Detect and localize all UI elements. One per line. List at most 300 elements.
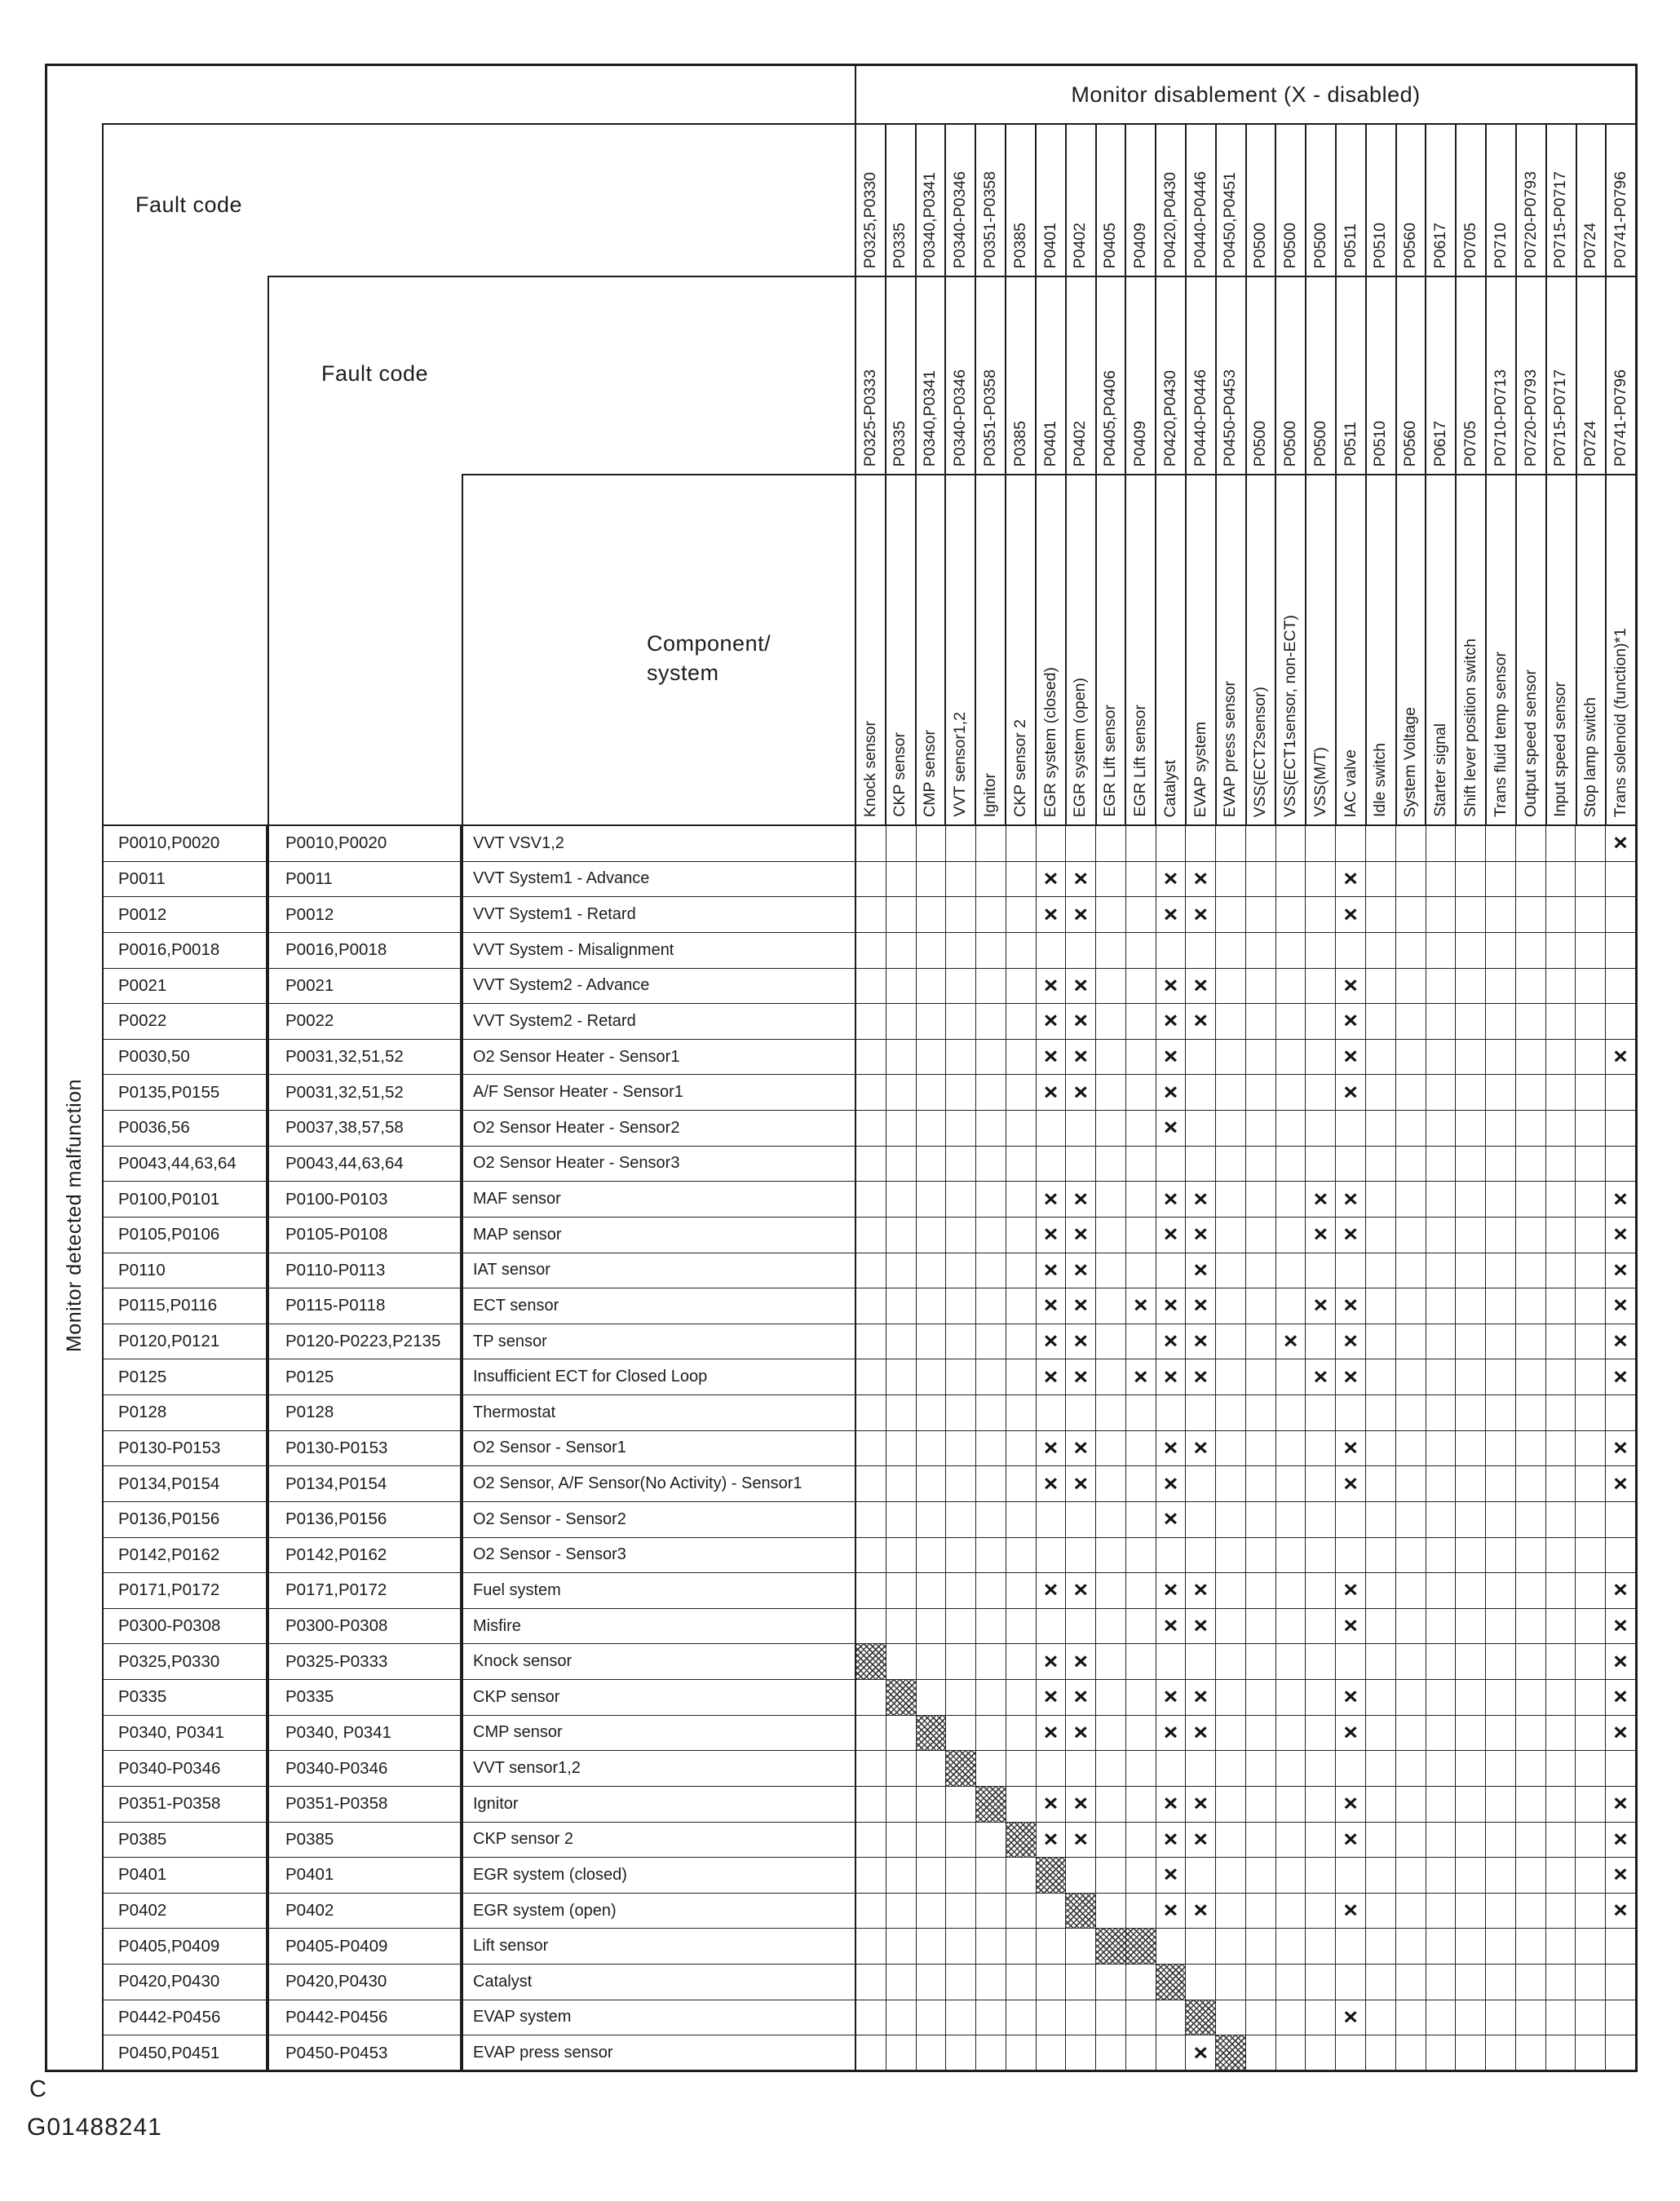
monitor-marks bbox=[856, 1965, 1635, 2000]
disabled-x-mark: × bbox=[1613, 1898, 1628, 1923]
mark-cell bbox=[1486, 1147, 1516, 1182]
mark-cell bbox=[1366, 1359, 1396, 1394]
mark-cell bbox=[1336, 1466, 1366, 1501]
mark-cell bbox=[1216, 1894, 1246, 1929]
monitor-marks bbox=[856, 1111, 1635, 1146]
mark-cell bbox=[1126, 1147, 1156, 1182]
mark-cell bbox=[1126, 1538, 1156, 1573]
mark-cell bbox=[1096, 1075, 1126, 1110]
component-cell: O2 Sensor Heater - Sensor2 bbox=[462, 1111, 856, 1146]
column-fault-code-row1 bbox=[1367, 125, 1397, 276]
fault-code-1-cell: P0115,P0116 bbox=[104, 1288, 267, 1324]
fault-code-2-cell: P0010,P0020 bbox=[267, 826, 462, 861]
mark-cell bbox=[1396, 2035, 1426, 2071]
mark-cell bbox=[1126, 1466, 1156, 1501]
mark-cell bbox=[1456, 1609, 1486, 1644]
mark-cell bbox=[1306, 1324, 1336, 1359]
fault-code-2-cell: P0031,32,51,52 bbox=[267, 1040, 462, 1075]
mark-cell bbox=[1366, 933, 1396, 968]
mark-cell bbox=[1516, 1573, 1546, 1608]
mark-cell bbox=[1246, 1182, 1276, 1217]
column-fault-code-row1 bbox=[1276, 125, 1306, 276]
mark-cell bbox=[1246, 1787, 1276, 1822]
mark-cell bbox=[1186, 1359, 1216, 1394]
monitor-marks bbox=[856, 1075, 1635, 1110]
mark-cell bbox=[1396, 1075, 1426, 1110]
mark-cell bbox=[1276, 826, 1306, 861]
mark-cell bbox=[1576, 1431, 1606, 1466]
mark-cell bbox=[1186, 1111, 1216, 1146]
mark-cell bbox=[1096, 1573, 1126, 1608]
mark-cell bbox=[886, 1894, 917, 1929]
mark-cell bbox=[1246, 1147, 1276, 1182]
mark-cell bbox=[1486, 1466, 1516, 1501]
column-fault-code-row1 bbox=[946, 125, 976, 276]
mark-cell bbox=[1096, 1965, 1126, 2000]
disabled-x-mark: × bbox=[1073, 973, 1088, 998]
grid-line bbox=[102, 824, 1635, 826]
mark-cell bbox=[1276, 1573, 1306, 1608]
mark-cell bbox=[1276, 1823, 1306, 1858]
mark-cell bbox=[1426, 1395, 1457, 1430]
mark-cell bbox=[1066, 1004, 1096, 1039]
mark-cell bbox=[946, 1894, 976, 1929]
mark-cell bbox=[1006, 2000, 1037, 2035]
mark-cell bbox=[1096, 1751, 1126, 1786]
mark-cell bbox=[1606, 969, 1635, 1004]
mark-cell bbox=[1576, 1253, 1606, 1288]
mark-cell bbox=[1306, 1573, 1336, 1608]
fault-code-2-cell: P0340, P0341 bbox=[267, 1716, 462, 1751]
column-fault-code-row2-text: P0724 bbox=[1581, 420, 1600, 466]
column-fault-code-row2-text: P0617 bbox=[1431, 420, 1450, 466]
mark-cell bbox=[1186, 1965, 1216, 2000]
mark-cell bbox=[1516, 1894, 1546, 1929]
mark-cell bbox=[1096, 2035, 1126, 2071]
disabled-x-mark: × bbox=[1073, 1080, 1088, 1105]
mark-cell bbox=[1606, 1395, 1635, 1430]
component-cell: EVAP press sensor bbox=[462, 2035, 856, 2071]
fault-code-1-cell: P0134,P0154 bbox=[104, 1466, 267, 1501]
disabled-x-mark: × bbox=[1343, 2004, 1358, 2030]
mark-cell bbox=[1456, 1075, 1486, 1110]
mark-cell bbox=[1096, 1680, 1126, 1715]
column-component-name bbox=[1247, 475, 1277, 824]
fault-code-1-cell: P0340-P0346 bbox=[104, 1751, 267, 1786]
column-fault-code-row1-text: P0401 bbox=[1041, 222, 1059, 268]
mark-cell bbox=[1486, 1288, 1516, 1324]
fault-code-2-cell: P0351-P0358 bbox=[267, 1787, 462, 1822]
mark-cell bbox=[976, 1502, 1006, 1537]
mark-cell bbox=[1606, 2035, 1635, 2071]
mark-cell bbox=[1246, 1111, 1276, 1146]
disabled-x-mark: × bbox=[1343, 1577, 1358, 1603]
monitor-marks bbox=[856, 1502, 1635, 1537]
mark-cell bbox=[1216, 1680, 1246, 1715]
mark-cell bbox=[1396, 1431, 1426, 1466]
column-fault-code-row1-text: P0705 bbox=[1461, 222, 1479, 268]
column-fault-code-row1-text: P0617 bbox=[1431, 222, 1450, 268]
mark-cell bbox=[1576, 1075, 1606, 1110]
mark-cell bbox=[976, 1288, 1006, 1324]
mark-cell bbox=[1426, 1466, 1457, 1501]
fault-code-1-cell: P0110 bbox=[104, 1253, 267, 1288]
mark-cell bbox=[1037, 862, 1067, 897]
mark-cell bbox=[1486, 1040, 1516, 1075]
mark-cell bbox=[1156, 1858, 1187, 1893]
mark-cell bbox=[1216, 1716, 1246, 1751]
mark-cell bbox=[1486, 1111, 1516, 1146]
disabled-x-mark: × bbox=[1073, 1328, 1088, 1354]
mark-cell bbox=[1366, 1787, 1396, 1822]
mark-cell bbox=[1516, 1716, 1546, 1751]
grid-line bbox=[462, 474, 463, 2070]
mark-cell bbox=[976, 1751, 1006, 1786]
mark-cell bbox=[1606, 1787, 1635, 1822]
component-cell: EVAP system bbox=[462, 2000, 856, 2035]
mark-cell bbox=[1126, 1040, 1156, 1075]
mark-cell bbox=[1576, 1751, 1606, 1786]
component-cell: VVT System - Misalignment bbox=[462, 933, 856, 968]
mark-cell bbox=[1396, 1359, 1426, 1394]
monitor-disablement-header: Monitor disablement (X - disabled) bbox=[1071, 82, 1421, 107]
mark-cell bbox=[1336, 1111, 1366, 1146]
disabled-x-mark: × bbox=[1043, 1080, 1059, 1105]
mark-cell bbox=[1276, 1965, 1306, 2000]
monitor-marks bbox=[856, 1751, 1635, 1786]
column-component-name bbox=[1577, 475, 1607, 824]
mark-cell bbox=[946, 1324, 976, 1359]
disabled-x-mark: × bbox=[1193, 866, 1209, 891]
mark-cell bbox=[1006, 933, 1037, 968]
table-row bbox=[104, 1182, 1635, 1218]
mark-cell bbox=[1516, 1538, 1546, 1573]
mark-cell bbox=[1037, 2035, 1067, 2071]
mark-cell bbox=[1396, 1680, 1426, 1715]
mark-cell bbox=[946, 1040, 976, 1075]
component-cell: VVT sensor1,2 bbox=[462, 1751, 856, 1786]
column-component-name-text: CMP sensor bbox=[921, 730, 939, 817]
disabled-x-mark: × bbox=[1613, 1684, 1628, 1710]
mark-cell bbox=[1246, 2000, 1276, 2035]
mark-cell bbox=[1276, 1644, 1306, 1679]
mark-cell bbox=[1156, 897, 1187, 932]
mark-cell bbox=[1396, 826, 1426, 861]
mark-cell bbox=[1576, 933, 1606, 968]
mark-cell bbox=[1396, 1324, 1426, 1359]
mark-cell bbox=[1276, 1538, 1306, 1573]
mark-cell bbox=[1576, 1324, 1606, 1359]
disabled-x-mark: × bbox=[1343, 1328, 1358, 1354]
mark-cell bbox=[886, 1395, 917, 1430]
mark-cell bbox=[1306, 1787, 1336, 1822]
mark-cell bbox=[1576, 1004, 1606, 1039]
mark-cell bbox=[1156, 1644, 1187, 1679]
mark-cell bbox=[1186, 1182, 1216, 1217]
mark-cell bbox=[1516, 1147, 1546, 1182]
mark-cell bbox=[1246, 1751, 1276, 1786]
mark-cell bbox=[1006, 1894, 1037, 1929]
table-row bbox=[104, 1147, 1635, 1182]
mark-cell bbox=[1486, 933, 1516, 968]
disabled-x-mark: × bbox=[1193, 1435, 1209, 1461]
mark-cell bbox=[1096, 1787, 1126, 1822]
mark-cell bbox=[1276, 1395, 1306, 1430]
fault-code-1-cell: P0325,P0330 bbox=[104, 1644, 267, 1679]
mark-cell bbox=[1186, 1716, 1216, 1751]
mark-cell bbox=[1426, 1253, 1457, 1288]
disabled-x-mark: × bbox=[1193, 1222, 1209, 1247]
column-fault-code-row1 bbox=[976, 125, 1006, 276]
column-component-name bbox=[1426, 475, 1457, 824]
mark-cell bbox=[856, 1040, 886, 1075]
mark-cell bbox=[1426, 1716, 1457, 1751]
mark-cell bbox=[1066, 1182, 1096, 1217]
mark-cell bbox=[1037, 1431, 1067, 1466]
mark-cell bbox=[1216, 1787, 1246, 1822]
column-fault-code-row2 bbox=[1126, 277, 1156, 474]
mark-cell bbox=[946, 1787, 976, 1822]
mark-cell bbox=[1156, 1466, 1187, 1501]
mark-cell bbox=[1276, 1431, 1306, 1466]
mark-cell bbox=[946, 1502, 976, 1537]
grid-line bbox=[267, 276, 1635, 277]
mark-cell bbox=[1606, 1466, 1635, 1501]
mark-cell bbox=[1037, 1538, 1067, 1573]
mark-cell bbox=[976, 1359, 1006, 1394]
mark-cell bbox=[1486, 969, 1516, 1004]
mark-cell bbox=[1366, 1965, 1396, 2000]
mark-cell bbox=[1456, 1147, 1486, 1182]
mark-cell bbox=[976, 1431, 1006, 1466]
mark-cell bbox=[1426, 897, 1457, 932]
mark-cell bbox=[1606, 1894, 1635, 1929]
mark-cell bbox=[1456, 1538, 1486, 1573]
disabled-x-mark: × bbox=[1343, 1044, 1358, 1069]
mark-cell bbox=[1366, 1466, 1396, 1501]
mark-cell bbox=[1576, 1644, 1606, 1679]
mark-cell bbox=[886, 1751, 917, 1786]
disabled-x-mark: × bbox=[1073, 1293, 1088, 1319]
mark-cell bbox=[1096, 1182, 1126, 1217]
mark-cell bbox=[1276, 1466, 1306, 1501]
column-component-name bbox=[1067, 475, 1097, 824]
mark-cell bbox=[1066, 1929, 1096, 1964]
mark-cell bbox=[1246, 1395, 1276, 1430]
mark-cell bbox=[1066, 1466, 1096, 1501]
mark-cell bbox=[1606, 1929, 1635, 1964]
mark-cell bbox=[1546, 1929, 1576, 1964]
mark-cell bbox=[1037, 1929, 1067, 1964]
column-fault-code-row1-text: P0720-P0793 bbox=[1521, 170, 1540, 268]
mark-cell bbox=[1306, 1751, 1336, 1786]
column-component-name bbox=[1276, 475, 1306, 824]
column-component-name bbox=[1547, 475, 1577, 824]
mark-cell bbox=[1186, 1609, 1216, 1644]
mark-cell bbox=[1606, 1324, 1635, 1359]
table-row bbox=[104, 1395, 1635, 1431]
column-fault-code-row2-text: P0741-P0796 bbox=[1611, 369, 1629, 466]
mark-cell bbox=[1126, 1288, 1156, 1324]
disabled-x-mark: × bbox=[1043, 1008, 1059, 1034]
column-fault-code-row2 bbox=[886, 277, 917, 474]
disabled-x-mark: × bbox=[1613, 1613, 1628, 1638]
mark-cell bbox=[1306, 1466, 1336, 1501]
mark-cell bbox=[946, 1573, 976, 1608]
fault-code-2-cell: P0325-P0333 bbox=[267, 1644, 462, 1679]
mark-cell bbox=[1066, 862, 1096, 897]
mark-cell bbox=[917, 2000, 947, 2035]
mark-cell bbox=[1306, 1218, 1336, 1253]
fault-code-2-cell: P0110-P0113 bbox=[267, 1253, 462, 1288]
mark-cell bbox=[1246, 826, 1276, 861]
mark-cell bbox=[1186, 1040, 1216, 1075]
mark-cell bbox=[1426, 1218, 1457, 1253]
mark-cell bbox=[1216, 1324, 1246, 1359]
mark-cell bbox=[1186, 1218, 1216, 1253]
mark-cell bbox=[1096, 1324, 1126, 1359]
disabled-x-mark: × bbox=[1073, 1364, 1088, 1390]
disabled-x-mark: × bbox=[1163, 1222, 1178, 1247]
mark-cell bbox=[1186, 969, 1216, 1004]
column-component-name-text: EVAP press sensor bbox=[1221, 680, 1240, 817]
mark-cell bbox=[1216, 2000, 1246, 2035]
disabled-x-mark: × bbox=[1343, 1791, 1358, 1816]
mark-cell bbox=[1546, 1965, 1576, 2000]
disabled-x-mark: × bbox=[1163, 1898, 1178, 1923]
disabled-x-mark: × bbox=[1073, 1649, 1088, 1674]
mark-cell bbox=[1186, 862, 1216, 897]
disabled-x-mark: × bbox=[1073, 1577, 1088, 1603]
mark-cell bbox=[1096, 1040, 1126, 1075]
mark-cell bbox=[1156, 1288, 1187, 1324]
mark-cell bbox=[1396, 1395, 1426, 1430]
mark-cell bbox=[1456, 1004, 1486, 1039]
mark-cell bbox=[1426, 1147, 1457, 1182]
fault-code-2-cell: P0142,P0162 bbox=[267, 1538, 462, 1573]
fault-code-1-cell: P0130-P0153 bbox=[104, 1431, 267, 1466]
table-row bbox=[104, 1609, 1635, 1645]
mark-cell bbox=[917, 1680, 947, 1715]
mark-cell bbox=[917, 1787, 947, 1822]
mark-cell bbox=[1216, 969, 1246, 1004]
mark-cell bbox=[1186, 897, 1216, 932]
mark-cell bbox=[886, 1288, 917, 1324]
mark-cell bbox=[856, 1288, 886, 1324]
mark-cell bbox=[1306, 1609, 1336, 1644]
mark-cell bbox=[1037, 897, 1067, 932]
fault-code-2-cell: P0037,38,57,58 bbox=[267, 1111, 462, 1146]
mark-cell bbox=[1006, 1502, 1037, 1537]
mark-cell bbox=[1216, 1431, 1246, 1466]
mark-cell bbox=[1516, 1253, 1546, 1288]
fault-code-2-cell: P0450-P0453 bbox=[267, 2035, 462, 2071]
monitor-marks bbox=[856, 1823, 1635, 1858]
mark-cell bbox=[1516, 1823, 1546, 1858]
mark-cell bbox=[1516, 1218, 1546, 1253]
monitor-marks bbox=[856, 1538, 1635, 1573]
mark-cell bbox=[1546, 1466, 1576, 1501]
mark-cell bbox=[1186, 1288, 1216, 1324]
mark-cell bbox=[856, 933, 886, 968]
mark-cell bbox=[976, 1147, 1006, 1182]
mark-cell bbox=[856, 969, 886, 1004]
monitor-marks bbox=[856, 1573, 1635, 1608]
component-cell: CKP sensor 2 bbox=[462, 1823, 856, 1858]
mark-cell bbox=[1576, 1716, 1606, 1751]
self-monitor-hatch-cell bbox=[976, 1787, 1006, 1822]
column-fault-code-row2-text: P0705 bbox=[1461, 420, 1479, 466]
mark-cell bbox=[1516, 1182, 1546, 1217]
mark-cell bbox=[856, 1502, 886, 1537]
mark-cell bbox=[886, 1253, 917, 1288]
mark-cell bbox=[1576, 1395, 1606, 1430]
mark-cell bbox=[917, 1929, 947, 1964]
mark-cell bbox=[976, 2000, 1006, 2035]
mark-cell bbox=[946, 1147, 976, 1182]
mark-cell bbox=[1276, 1288, 1306, 1324]
column-component-name-text: Knock sensor bbox=[860, 720, 879, 817]
component-cell: MAF sensor bbox=[462, 1182, 856, 1217]
self-monitor-hatch-cell bbox=[886, 1680, 917, 1715]
component-cell: Fuel system bbox=[462, 1573, 856, 1608]
mark-cell bbox=[1096, 1431, 1126, 1466]
monitor-marks bbox=[856, 933, 1635, 968]
mark-cell bbox=[1516, 1324, 1546, 1359]
mark-cell bbox=[886, 1466, 917, 1501]
mark-cell bbox=[1006, 897, 1037, 932]
mark-cell bbox=[1606, 1182, 1635, 1217]
disabled-x-mark: × bbox=[1043, 1044, 1059, 1069]
mark-cell bbox=[976, 1466, 1006, 1501]
fault-code-2-cell: P0021 bbox=[267, 969, 462, 1004]
mark-cell bbox=[976, 1858, 1006, 1893]
monitor-marks bbox=[856, 2000, 1635, 2035]
mark-cell bbox=[1456, 1359, 1486, 1394]
mark-cell bbox=[1426, 826, 1457, 861]
mark-cell bbox=[1606, 862, 1635, 897]
component-cell: CMP sensor bbox=[462, 1716, 856, 1751]
grid-line bbox=[102, 123, 104, 2070]
column-fault-code-row2 bbox=[1337, 277, 1367, 474]
mark-cell bbox=[1246, 1965, 1276, 2000]
fault-code-2-cell: P0031,32,51,52 bbox=[267, 1075, 462, 1110]
mark-cell bbox=[1366, 1716, 1396, 1751]
mark-cell bbox=[1126, 1965, 1156, 2000]
table-row bbox=[104, 1218, 1635, 1253]
mark-cell bbox=[1576, 1823, 1606, 1858]
mark-cell bbox=[1276, 1075, 1306, 1110]
mark-cell bbox=[1066, 826, 1096, 861]
mark-cell bbox=[1126, 2035, 1156, 2071]
mark-cell bbox=[917, 1751, 947, 1786]
mark-cell bbox=[1546, 897, 1576, 932]
mark-cell bbox=[856, 1324, 886, 1359]
monitor-marks bbox=[856, 1359, 1635, 1394]
mark-cell bbox=[1546, 1751, 1576, 1786]
mark-cell bbox=[856, 1218, 886, 1253]
column-fault-code-row2 bbox=[1006, 277, 1037, 474]
column-component-name bbox=[1306, 475, 1337, 824]
table-row bbox=[104, 2000, 1635, 2036]
mark-cell bbox=[1516, 1075, 1546, 1110]
mark-cell bbox=[917, 933, 947, 968]
mark-cell bbox=[1246, 897, 1276, 932]
mark-cell bbox=[1066, 1965, 1096, 2000]
mark-cell bbox=[1306, 1147, 1336, 1182]
fault-code-2-cell: P0402 bbox=[267, 1894, 462, 1929]
mark-cell bbox=[1546, 1288, 1576, 1324]
